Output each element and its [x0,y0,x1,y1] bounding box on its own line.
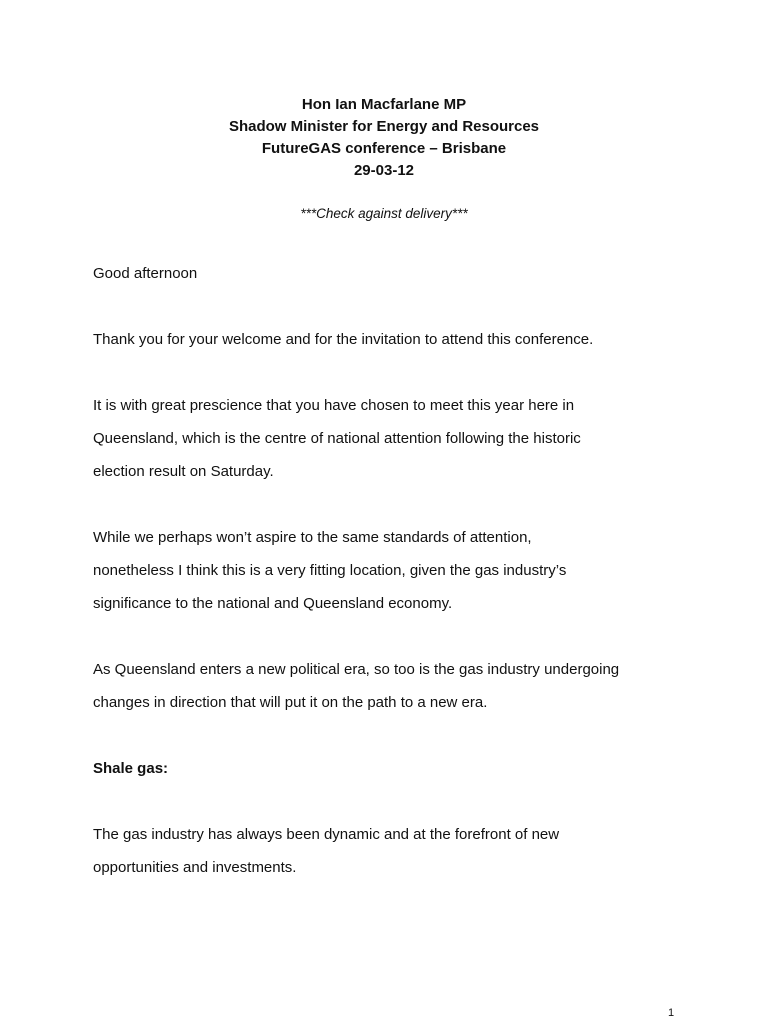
paragraph-line: The gas industry has always been dynamic and at the forefront of new [93,826,560,843]
speaker-title: Shadow Minister for Energy and Resources [228,118,540,135]
paragraph-thanks [93,323,693,356]
heading-text: Shale gas: [93,760,169,777]
paragraph-line: changes in direction that will put it on the path to a new era. [93,694,488,711]
paragraph-new-era [93,653,693,719]
speech-body [93,257,693,917]
paragraph-line: Good afternoon [93,265,198,282]
paragraph-line: nonetheless I think this is a very fitting location, given the gas industry’s [93,562,567,579]
paragraph-industry [93,818,693,884]
event-name: FutureGAS conference – Brisbane [261,140,507,157]
paragraph-line: While we perhaps won’t aspire to the same standards of attention, [93,529,532,546]
delivery-note: ***Check against delivery*** [300,206,468,221]
paragraph-line: As Queensland enters a new political era, so too is the gas industry undergoing [93,661,620,678]
paragraph-location [93,521,693,620]
paragraph-greeting [93,257,693,290]
paragraph-line: opportunities and investments. [93,859,297,876]
speech-header [0,94,768,182]
speech-date: 29-03-12 [353,162,415,179]
paragraph-line: It is with great prescience that you have chosen to meet this year here in [93,397,575,414]
paragraph-queensland [93,389,693,488]
paragraph-line: Queensland, which is the centre of national attention following the historic [93,430,581,447]
page-number: 1 [668,1007,675,1019]
speaker-name: Hon Ian Macfarlane MP [301,96,467,113]
paragraph-line: Thank you for your welcome and for the invitation to attend this conference. [93,331,594,348]
paragraph-line: significance to the national and Queensland economy. [93,595,453,612]
paragraph-line: election result on Saturday. [93,463,274,480]
section-heading-shale-gas [93,752,693,785]
